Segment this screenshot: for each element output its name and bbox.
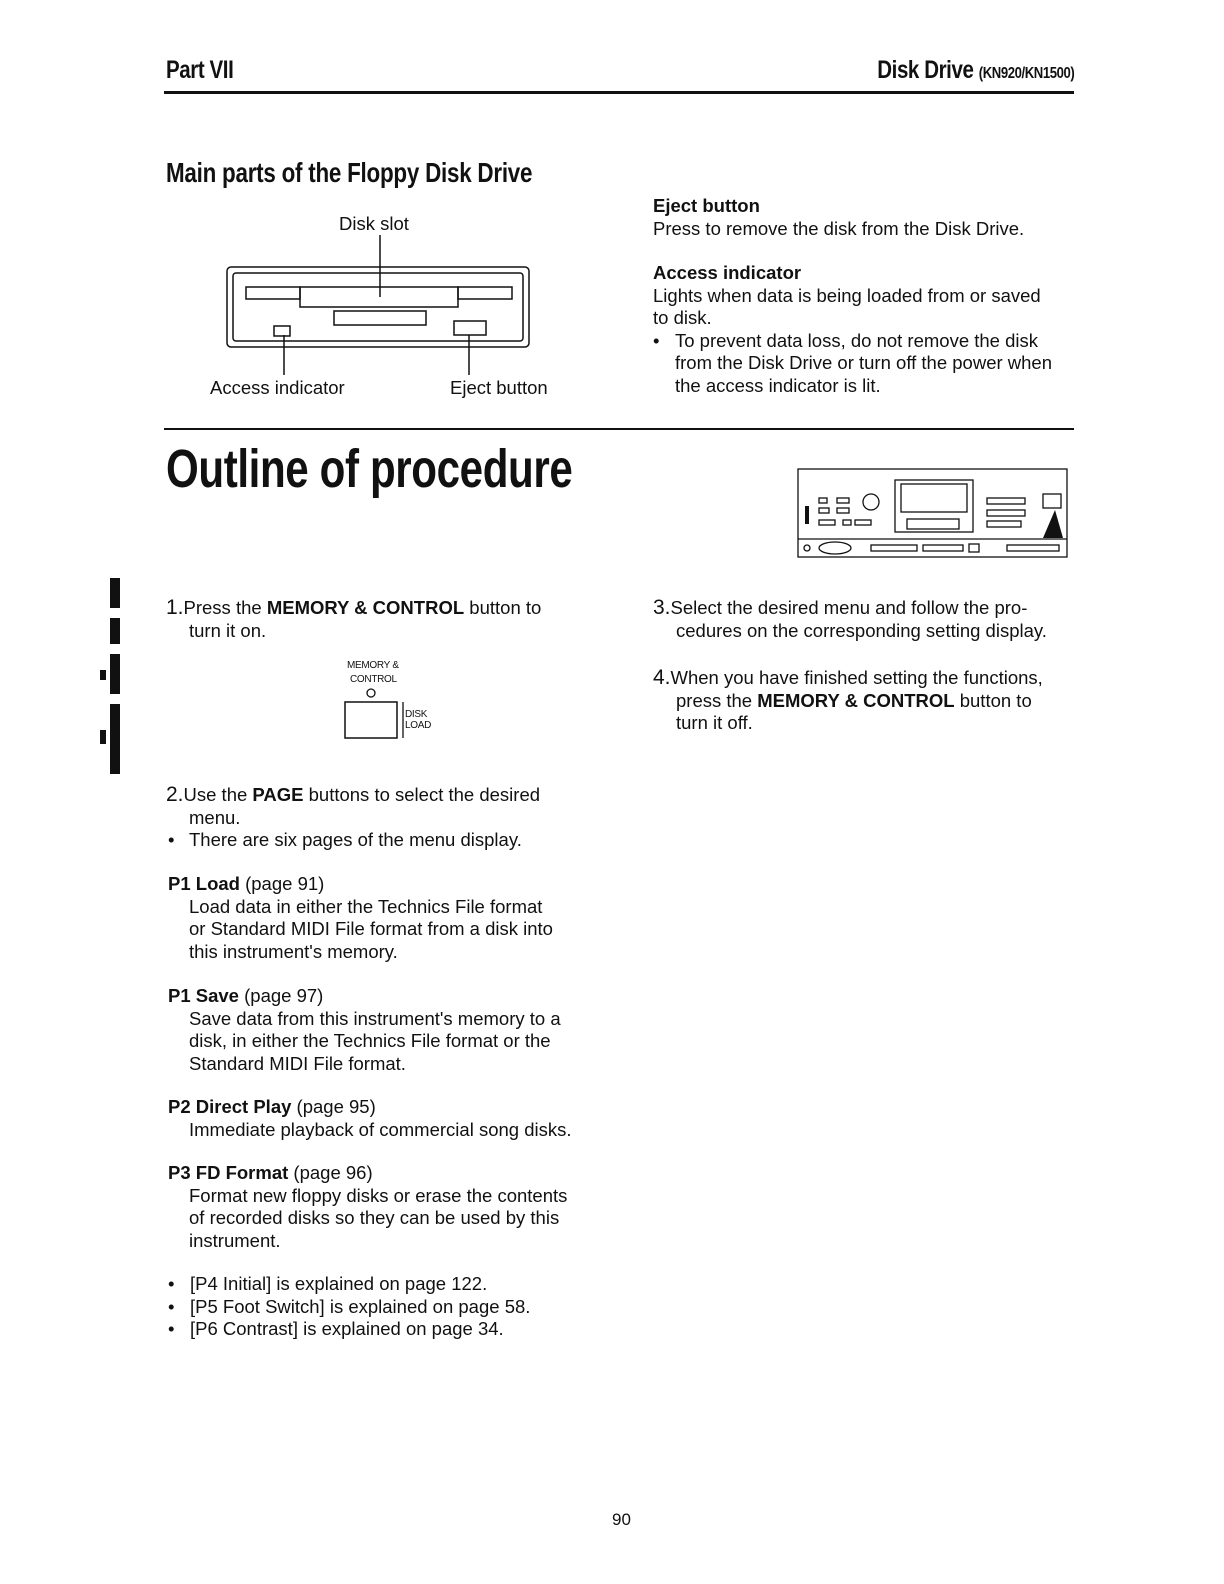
page-entry-ref: (page 96)	[288, 1162, 373, 1183]
tab-mark	[100, 670, 106, 680]
tab-mark	[100, 730, 106, 744]
step-2-text-pre: Use the	[183, 784, 253, 805]
page-entry-p1-load	[168, 873, 598, 963]
panel-btn	[987, 510, 1025, 516]
step-1-number: 1.	[166, 596, 184, 619]
bullet-dot: •	[168, 1273, 175, 1294]
reference-text: [P5 Foot Switch] is explained on page 58.	[190, 1295, 531, 1317]
slot-right-part	[458, 287, 512, 299]
panel-pointer-arrow	[1043, 510, 1063, 538]
page-entry-desc	[168, 1185, 598, 1253]
header-part: Part VII	[166, 56, 234, 84]
access-bullet	[653, 330, 1083, 398]
panel-btn	[819, 520, 835, 525]
panel-btn	[923, 545, 963, 551]
page-entry-p3-fd-format	[168, 1162, 598, 1252]
disk-slot-label: Disk slot	[339, 213, 409, 234]
page-entry-line: Load data in either the Technics File format	[189, 895, 543, 917]
header-title	[877, 56, 1074, 85]
header-title-text: Disk Drive	[876, 56, 974, 84]
tab-mark	[110, 578, 120, 608]
instrument-panel-diagram	[797, 468, 1069, 560]
slot-left-part	[246, 287, 300, 299]
step-4-line2	[653, 690, 1093, 713]
page-entry-desc	[168, 1119, 598, 1142]
mc-button	[345, 702, 397, 738]
page-entry-line: Format new floppy disks or erase the contents	[189, 1184, 568, 1206]
header-models: (KN920/KN1500)	[978, 65, 1074, 82]
access-bullet-line1: To prevent data loss, do not remove the disk	[675, 329, 1039, 351]
eject-button-label: Eject button	[450, 377, 548, 398]
access-line2: to disk.	[653, 307, 712, 328]
mc-side-label-1: DISK	[405, 709, 428, 720]
step-4-line3: turn it off.	[676, 712, 753, 733]
step-3-number: 3.	[653, 596, 671, 619]
panel-dial	[863, 494, 879, 510]
page-entry-ref: (page 91)	[239, 873, 325, 894]
panel-btn	[804, 545, 810, 551]
reference-item	[168, 1318, 598, 1341]
step-2-text-post: buttons to select the desired	[303, 784, 541, 805]
bullet-dot: •	[168, 829, 175, 850]
bullet-dot: •	[168, 1295, 175, 1317]
disk-slot	[300, 287, 458, 307]
page-entry-p1-save	[168, 985, 598, 1075]
page-entry-desc	[168, 1008, 598, 1076]
panel-btn	[837, 498, 849, 503]
reference-item	[168, 1296, 598, 1319]
step-4-line1: When you have finished setting the functions,	[670, 667, 1043, 688]
step-4-number: 4.	[653, 666, 671, 689]
panel-slider	[805, 506, 809, 524]
bullet-dot: •	[653, 329, 660, 351]
eject-text: Press to remove the disk from the Disk Drive.	[653, 217, 1025, 239]
page-entry-line: of recorded disks so they can be used by this	[189, 1207, 560, 1228]
reference-text: [P4 Initial] is explained on page 122.	[190, 1273, 488, 1294]
step-2-bullet	[166, 829, 596, 852]
page-entry-name: P1 Save	[168, 985, 239, 1006]
access-heading: Access indicator	[653, 262, 802, 283]
mc-button-diagram	[338, 686, 408, 741]
step-2-button-name: PAGE	[252, 784, 304, 805]
access-indicator-label: Access indicator	[210, 377, 345, 398]
page-entry-ref: (page 97)	[238, 985, 324, 1006]
step-4-text-pre: press the	[676, 689, 758, 711]
step-2	[166, 784, 596, 852]
slot-door	[334, 311, 426, 325]
step-1-text-post: button to	[464, 597, 542, 618]
page-entry-line: Save data from this instrument's memory to a	[189, 1007, 561, 1029]
step-4-text-post: button to	[954, 689, 1032, 711]
tab-mark	[110, 654, 120, 694]
panel-btn	[871, 545, 917, 551]
page-entry-name: P1 Load	[168, 873, 240, 894]
panel-btn	[969, 544, 979, 552]
page-entry-line: Standard MIDI File format.	[189, 1052, 406, 1074]
access-description	[653, 262, 1083, 397]
eject-heading: Eject button	[653, 195, 760, 216]
mc-side-label-2: LOAD	[405, 720, 432, 731]
floppy-drive-diagram	[200, 235, 560, 375]
access-bullet-line2: from the Disk Drive or turn off the power when	[675, 352, 1053, 373]
step-1-button-name: MEMORY & CONTROL	[266, 597, 465, 618]
step-1-line2: turn it on.	[189, 619, 267, 641]
header-rule	[164, 91, 1074, 94]
step-2-bullet-text: There are six pages of the menu display.	[189, 829, 522, 850]
page-entry-desc	[168, 896, 598, 964]
step-2-line2: menu.	[189, 806, 241, 828]
page-entry-line: disk, in either the Technics File format or the	[189, 1030, 551, 1051]
tab-mark	[110, 618, 120, 644]
panel-btn	[987, 521, 1021, 527]
access-bullet-line3: the access indicator is lit.	[675, 374, 881, 396]
page-entry-line: Immediate playback of commercial song disks.	[189, 1118, 572, 1140]
page-entry-line: instrument.	[189, 1229, 281, 1251]
access-line1: Lights when data is being loaded from or saved	[653, 284, 1041, 306]
step-4-button-name: MEMORY & CONTROL	[757, 689, 955, 711]
page-number: 90	[612, 1510, 631, 1529]
step-2-number: 2.	[166, 783, 184, 806]
section-rule	[164, 428, 1074, 430]
page-entry-name: P2 Direct Play	[168, 1096, 292, 1117]
step-3-line2: cedures on the corresponding setting display.	[676, 619, 1047, 641]
page-references	[168, 1273, 598, 1341]
page-entry-line: this instrument's memory.	[189, 940, 398, 962]
reference-text: [P6 Contrast] is explained on page 34.	[190, 1318, 504, 1339]
margin-tab-marks	[96, 570, 136, 780]
panel-floppy-slot	[1043, 494, 1061, 508]
page-entry-p2-direct-play	[168, 1096, 598, 1141]
step-3-line1: Select the desired menu and follow the pro-	[670, 597, 1028, 618]
panel-btn	[855, 520, 871, 525]
page-entry-name: P3 FD Format	[168, 1162, 289, 1183]
panel-keypad	[907, 519, 959, 529]
mc-led	[367, 689, 375, 697]
mc-button-label-2: CONTROL	[350, 674, 397, 685]
eject-button-shape	[454, 321, 486, 335]
panel-btn	[1007, 545, 1059, 551]
page-entry-line: or Standard MIDI File format from a disk into	[189, 918, 553, 939]
access-indicator-lamp	[274, 326, 290, 336]
panel-btn	[819, 508, 829, 513]
outline-title: Outline of procedure	[166, 439, 573, 499]
reference-item	[168, 1273, 598, 1296]
panel-display	[901, 484, 967, 512]
step-3	[653, 597, 1093, 642]
step-4	[653, 667, 1093, 735]
panel-btn	[843, 520, 851, 525]
header-title-block	[834, 56, 1074, 85]
page-entry-ref: (page 95)	[291, 1096, 376, 1117]
panel-btn	[987, 498, 1025, 504]
panel-knob	[819, 542, 851, 554]
tab-mark	[110, 704, 120, 774]
step-1-text-pre: Press the	[183, 597, 267, 618]
floppy-section-title: Main parts of the Floppy Disk Drive	[166, 157, 533, 188]
panel-btn	[819, 498, 827, 503]
bullet-dot: •	[168, 1318, 175, 1339]
step-1	[166, 597, 596, 642]
mc-button-label-1: MEMORY &	[347, 660, 399, 671]
eject-description	[653, 195, 1083, 240]
panel-btn	[837, 508, 849, 513]
